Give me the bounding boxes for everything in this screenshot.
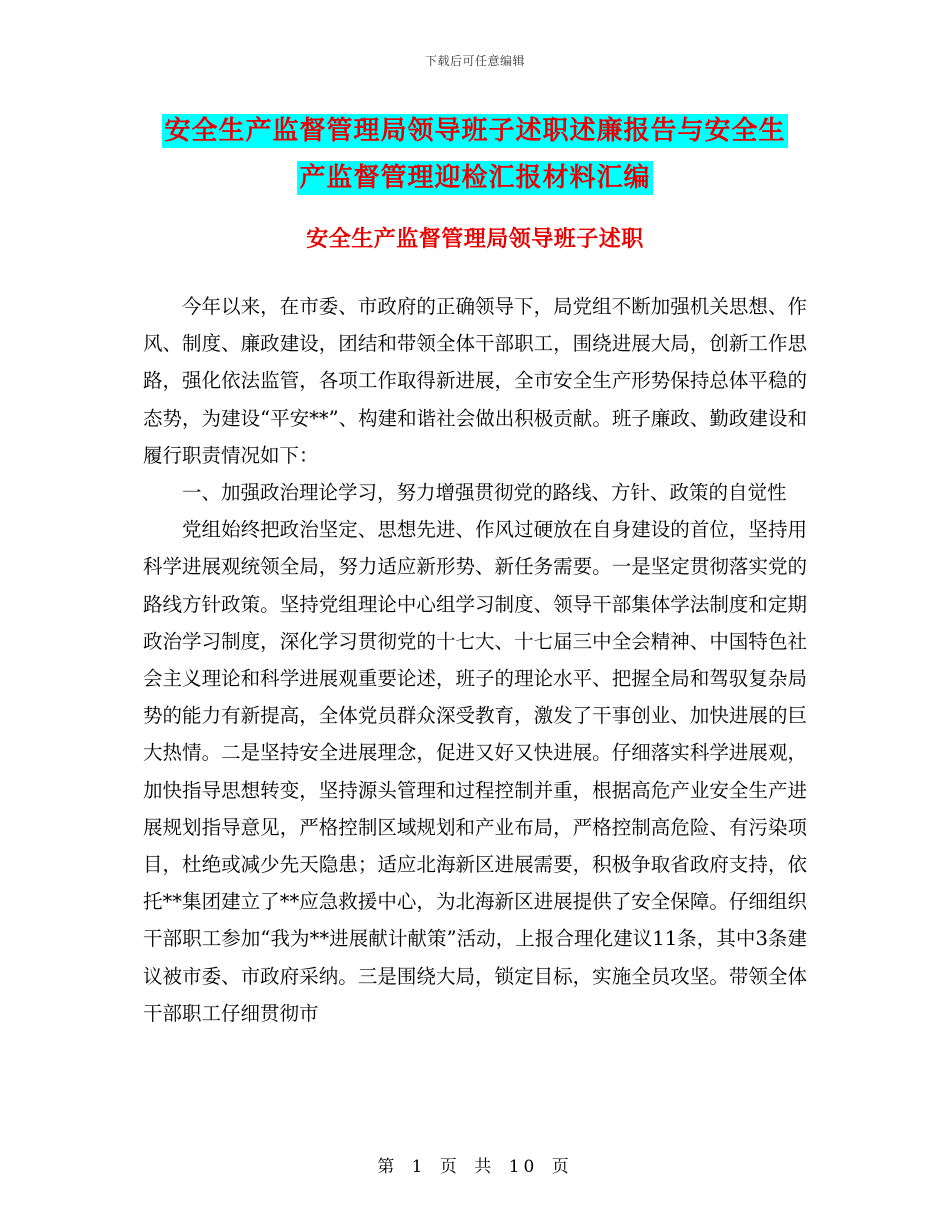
paragraph-intro: 今年以来，在市委、市政府的正确领导下，局党组不断加强机关思想、作风、制度、廉政建设，团结和带领全体干部职工，围绕进展大局，创新工作思路，强化依法监管，各项工作取得新进展，全市安全生产形势保持总体平稳的态势，为建设“平安**”、构建和谐社会做出积极贡献。班子廉政、勤政建设和履行职责情况如下：: [143, 295, 807, 467]
document-body: [143, 288, 807, 1032]
header-note: 下载后可任意编辑: [424, 54, 525, 68]
paragraph-body-1: 党组始终把政治坚定、思想先进、作风过硬放在自身建设的首位，坚持用科学进展观统领全局，努力适应新形势、新任务需要。一是坚定贯彻落实党的路线方针政策。坚持党组理论中心组学习制度、领导干部集体学法制度和定期政治学习制度，深化学习贯彻党的十七大、十七届三中全会精神、中国特色社会主义理论和科学进展观重要论述，班子的理论水平、把握全局和驾驭复杂局势的能力有新提高，全体党员群众深受教育，激发了干事创业、加快进展的巨大热情。二是坚持安全进展理念，促进又好又快进展。仔细落实科学进展观，加快指导思想转变，坚持源头管理和过程控制并重，根据高危产业安全生产进展规划指导意见，严格控制区域规划和产业布局，严格控制高危险、有污染项目，杜绝或减少先天隐患；适应北海新区进展需要，积极争取省政府支持，依托**集团建立了**应急救援中心，为北海新区进展提供了安全保障。仔细组织干部职工参加“我为**进展献计献策”活动，上报合理化建议11条，其中3条建议被市委、市政府采纳。三是围绕大局，锁定目标，实施全员攻坚。带领全体干部职工仔细贯彻市: [143, 518, 807, 1025]
paragraph-heading-1: 一、加强政治理论学习，努力增强贯彻党的路线、方针、政策的自觉性: [182, 481, 787, 505]
document-title: [145, 108, 805, 202]
document-title-line-1: 安全生产监督管理局领导班子述职述廉报告与安全生: [164, 116, 786, 146]
document-title-line-2: 产监督管理迎检汇报材料汇编: [299, 163, 651, 193]
section-title: 安全生产监督管理局领导班子述职: [306, 226, 644, 252]
page-number-footer: 第 1 页 共 10 页: [377, 1157, 573, 1177]
